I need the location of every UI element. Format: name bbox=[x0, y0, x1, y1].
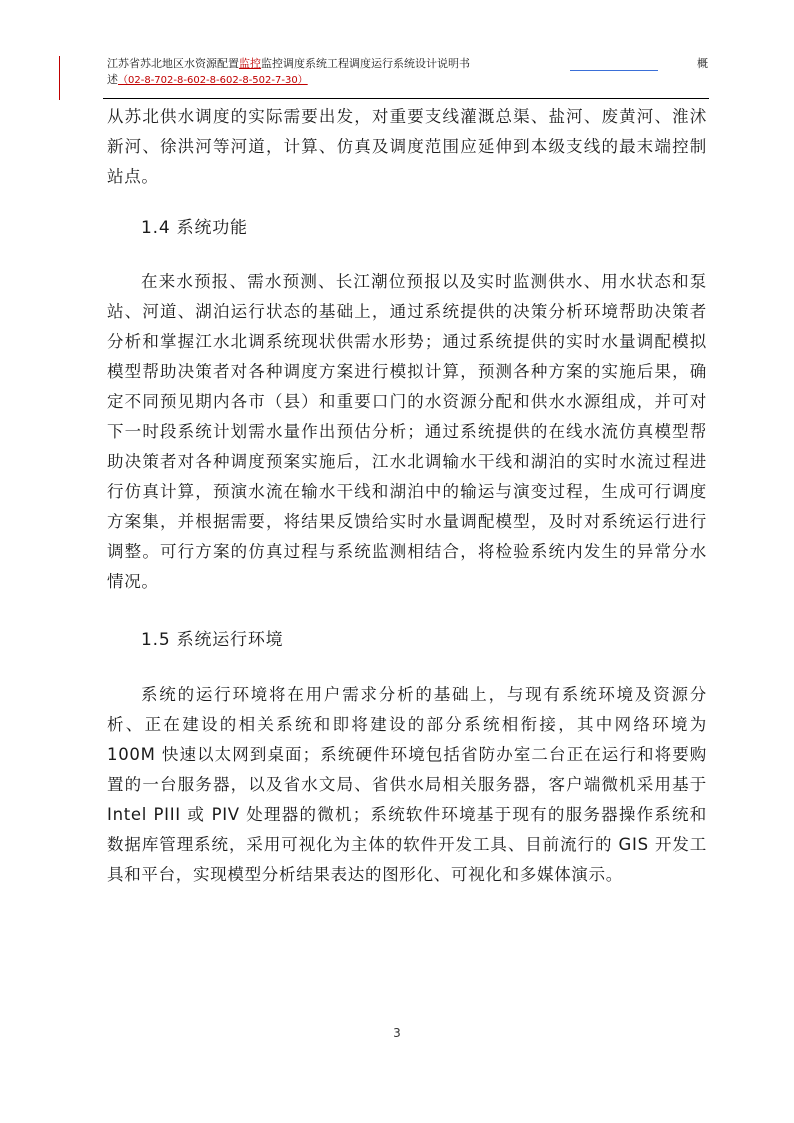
header-rule bbox=[103, 98, 709, 99]
section-1-4-paragraph: 在来水预报、需水预测、长江潮位预报以及实时监测供水、用水状态和泵站、河道、湖泊运行状态的基础上，通过系统提供的决策分析环境帮助决策者分析和掌握江水北调系统现状供需水形势；通过系统提供的实时水量调配模拟模型帮助决策者对各种调度方案进行模拟计算，预测各种方案的实施后果，确定不同预见期内各市（县）和重要口门的水资源分配和供水水源组成，并可对下一时段系统计划需水量作出预估分析；通过系统提供的在线水流仿真模型帮助决策者对各种调度预案实施后，江水北调输水干线和湖泊的实时水流过程进行仿真计算，预演水流在输水干线和湖泊中的输运与演变过程，生成可行调度方案集，并根据需要，将结果反馈给实时水量调配模型，及时对系统运行进行调整。可行方案的仿真过程与系统监测相结合，将检验系统内发生的异常分水情况。 bbox=[107, 272, 707, 591]
page-number: 3 bbox=[393, 1026, 401, 1040]
section-1-5-paragraph: 系统的运行环境将在用户需求分析的基础上，与现有系统环境及资源分析、正在建设的相关系统和即将建设的部分系统相衔接，其中网络环境为 100M 快速以太网到桌面；系统硬件环境包括省防办室二台正在运行和将要购置的一台服务器，以及省水文局、省供水局相关服务器，客户端微机采用基于 Intel PIII 或 PIV 处理器的微机；系统软件环境基于现有的服务器操作系统和数据库管理系统，采用可视化为主体的软件开发工具、目前流行的 GIS 开发工具和平台，实现模型分析结果表达的图形化、可视化和多媒体演示。 bbox=[107, 685, 707, 884]
header-blue-underline bbox=[570, 70, 658, 71]
header-line2-prefix: 述 bbox=[107, 73, 118, 86]
revision-margin-bar bbox=[59, 56, 60, 100]
section-heading-1-4: 1.4 系统功能 bbox=[141, 218, 248, 238]
header-document-code: （02-8-702-8-602-8-602-8-502-7-30） bbox=[118, 75, 308, 86]
section-heading-1-5: 1.5 系统运行环境 bbox=[141, 630, 284, 650]
header-second-line bbox=[107, 72, 707, 89]
header-title-part-b: 监控调度系统工程调度运行系统设计说明书 bbox=[261, 57, 470, 70]
header-title-part-a: 江苏省苏北地区水资源配置 bbox=[107, 57, 239, 70]
page-header bbox=[107, 56, 707, 89]
header-section-label: 概 bbox=[697, 57, 708, 70]
header-title-revision-mark: 监控 bbox=[239, 57, 261, 70]
intro-paragraph: 从苏北供水调度的实际需要出发，对重要支线灌溉总渠、盐河、废黄河、淮沭新河、徐洪河等河道，计算、仿真及调度范围应延伸到本级支线的最末端控制站点。 bbox=[107, 107, 707, 186]
